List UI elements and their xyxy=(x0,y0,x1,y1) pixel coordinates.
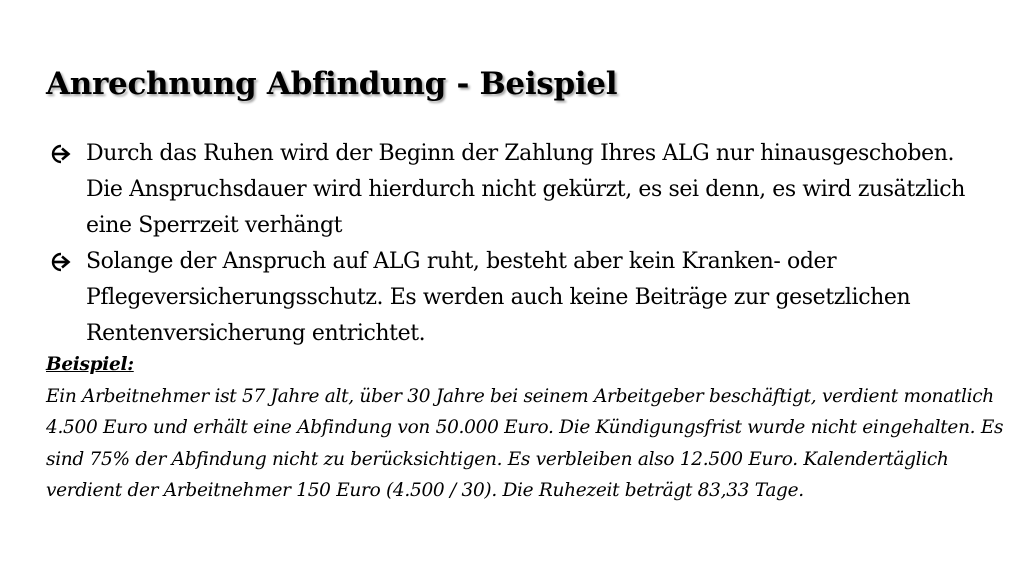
slide-title: Anrechnung Abfindung - Beispiel xyxy=(46,66,618,102)
bullet-item xyxy=(46,136,996,244)
bullet-text: Solange der Anspruch auf ALG ruht, besteht aber kein Kranken- oder Pflegeversicherungsschutz. Es werden auch keine Beiträge zur gesetzlichen Rentenversicherung entrichtet. xyxy=(86,249,911,346)
example-label: Beispiel: xyxy=(46,354,134,375)
arrow-right-circle-icon xyxy=(46,251,72,273)
bullet-list xyxy=(46,136,996,352)
bullet-text: Durch das Ruhen wird der Beginn der Zahlung Ihres ALG nur hinausgeschoben. Die Anspruchsdauer wird hierdurch nicht gekürzt, es sei denn, es wird zusätzlich eine Sperrzeit verhängt xyxy=(86,141,965,238)
arrow-right-circle-icon xyxy=(46,143,72,165)
bullet-item xyxy=(46,244,996,352)
example-block xyxy=(46,349,1006,507)
example-text: Ein Arbeitnehmer ist 57 Jahre alt, über 30 Jahre bei seinem Arbeitgeber beschäftigt, verdient monatlich 4.500 Euro und erhält eine Abfindung von 50.000 Euro. Die Kündigungsfrist wurde nicht eingehalten. Es sind 75% der Abfindung nicht zu berücksichtigen. Es verbleiben also 12.500 Euro. Kalendertäglich verdient der Arbeitnehmer 150 Euro (4.500 / 30). Die Ruhezeit beträgt 83,33 Tage. xyxy=(46,385,1004,501)
